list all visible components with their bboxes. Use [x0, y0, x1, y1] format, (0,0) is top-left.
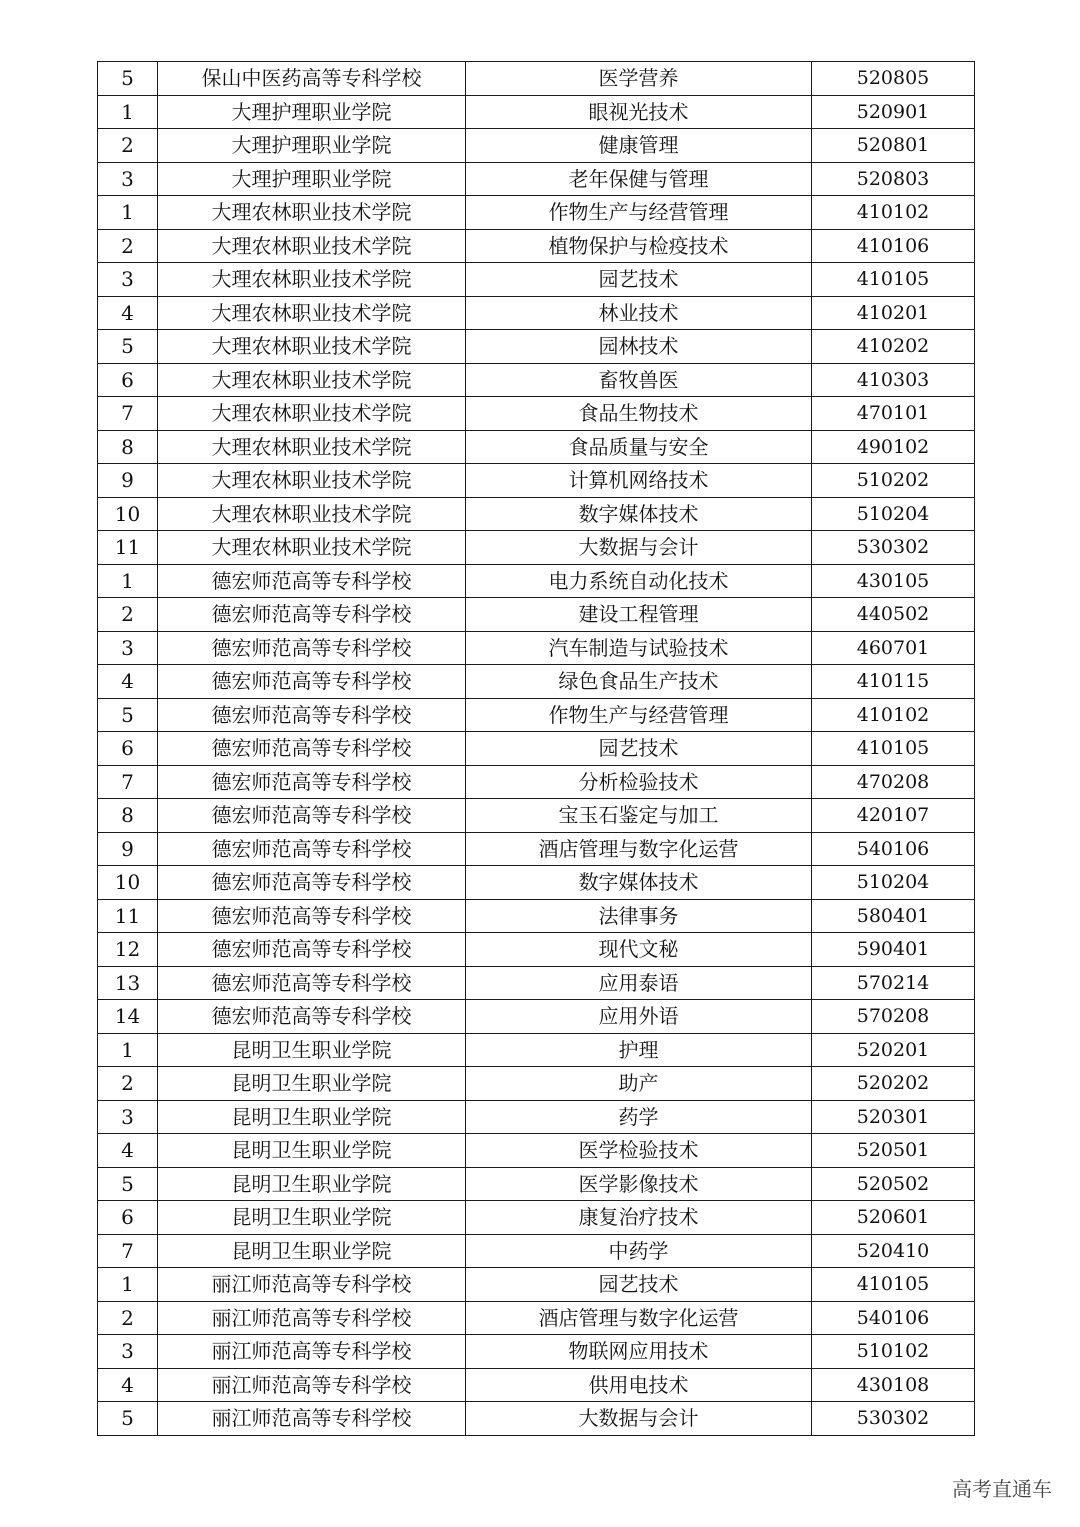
table-row: [98, 1167, 975, 1201]
major-name-cell: 食品质量与安全: [466, 430, 812, 464]
table-row: [98, 464, 975, 498]
row-index-cell: 1: [98, 95, 158, 129]
major-name-cell: 医学检验技术: [466, 1134, 812, 1168]
school-name-cell: 大理农林职业技术学院: [158, 531, 466, 565]
school-name-cell: 德宏师范高等专科学校: [158, 832, 466, 866]
major-code-cell: 410303: [812, 363, 975, 397]
major-code-cell: 420107: [812, 799, 975, 833]
row-index-cell: 1: [98, 1268, 158, 1302]
major-name-cell: 园艺技术: [466, 1268, 812, 1302]
row-index-cell: 4: [98, 296, 158, 330]
table-row: [98, 698, 975, 732]
row-index-cell: 9: [98, 464, 158, 498]
major-name-cell: 作物生产与经营管理: [466, 698, 812, 732]
school-name-cell: 大理护理职业学院: [158, 95, 466, 129]
major-name-cell: 分析检验技术: [466, 765, 812, 799]
school-name-cell: 昆明卫生职业学院: [158, 1134, 466, 1168]
row-index-cell: 2: [98, 598, 158, 632]
major-name-cell: 医学营养: [466, 62, 812, 96]
table-row: [98, 1335, 975, 1369]
major-code-cell: 520803: [812, 162, 975, 196]
row-index-cell: 3: [98, 162, 158, 196]
school-name-cell: 德宏师范高等专科学校: [158, 866, 466, 900]
table-row: [98, 263, 975, 297]
table-row: [98, 531, 975, 565]
table-row: [98, 62, 975, 96]
table-row: [98, 564, 975, 598]
major-code-cell: 460701: [812, 631, 975, 665]
major-code-cell: 580401: [812, 899, 975, 933]
major-name-cell: 数字媒体技术: [466, 866, 812, 900]
major-code-cell: 410105: [812, 732, 975, 766]
major-name-cell: 大数据与会计: [466, 1402, 812, 1436]
school-name-cell: 昆明卫生职业学院: [158, 1234, 466, 1268]
major-name-cell: 康复治疗技术: [466, 1201, 812, 1235]
row-index-cell: 5: [98, 330, 158, 364]
row-index-cell: 4: [98, 665, 158, 699]
major-name-cell: 园林技术: [466, 330, 812, 364]
school-name-cell: 大理农林职业技术学院: [158, 464, 466, 498]
table-row: [98, 1268, 975, 1302]
school-name-cell: 德宏师范高等专科学校: [158, 698, 466, 732]
major-name-cell: 畜牧兽医: [466, 363, 812, 397]
school-name-cell: 昆明卫生职业学院: [158, 1033, 466, 1067]
major-code-cell: 410105: [812, 1268, 975, 1302]
table-row: [98, 1134, 975, 1168]
table-row: [98, 162, 975, 196]
row-index-cell: 9: [98, 832, 158, 866]
major-name-cell: 数字媒体技术: [466, 497, 812, 531]
table-row: [98, 330, 975, 364]
major-code-cell: 410115: [812, 665, 975, 699]
major-code-cell: 410102: [812, 698, 975, 732]
table-row: [98, 296, 975, 330]
school-name-cell: 德宏师范高等专科学校: [158, 564, 466, 598]
major-code-cell: 570214: [812, 966, 975, 1000]
table-row: [98, 397, 975, 431]
table-row: [98, 933, 975, 967]
major-name-cell: 健康管理: [466, 129, 812, 163]
major-name-cell: 建设工程管理: [466, 598, 812, 632]
school-name-cell: 丽江师范高等专科学校: [158, 1301, 466, 1335]
school-name-cell: 德宏师范高等专科学校: [158, 732, 466, 766]
school-name-cell: 丽江师范高等专科学校: [158, 1335, 466, 1369]
school-name-cell: 德宏师范高等专科学校: [158, 665, 466, 699]
major-code-cell: 520301: [812, 1100, 975, 1134]
major-name-cell: 物联网应用技术: [466, 1335, 812, 1369]
major-name-cell: 中药学: [466, 1234, 812, 1268]
row-index-cell: 5: [98, 1402, 158, 1436]
school-name-cell: 昆明卫生职业学院: [158, 1067, 466, 1101]
school-name-cell: 大理农林职业技术学院: [158, 363, 466, 397]
row-index-cell: 2: [98, 129, 158, 163]
major-name-cell: 法律事务: [466, 899, 812, 933]
table-row: [98, 1000, 975, 1034]
major-code-cell: 520601: [812, 1201, 975, 1235]
table-row: [98, 363, 975, 397]
table-row: [98, 631, 975, 665]
table-row: [98, 899, 975, 933]
row-index-cell: 11: [98, 531, 158, 565]
program-table-body: [98, 62, 975, 1436]
school-name-cell: 德宏师范高等专科学校: [158, 631, 466, 665]
table-row: [98, 1100, 975, 1134]
table-row: [98, 229, 975, 263]
row-index-cell: 3: [98, 631, 158, 665]
row-index-cell: 11: [98, 899, 158, 933]
table-row: [98, 866, 975, 900]
school-name-cell: 丽江师范高等专科学校: [158, 1368, 466, 1402]
major-code-cell: 530302: [812, 531, 975, 565]
major-name-cell: 药学: [466, 1100, 812, 1134]
major-code-cell: 520410: [812, 1234, 975, 1268]
table-row: [98, 1033, 975, 1067]
table-row: [98, 799, 975, 833]
table-row: [98, 1402, 975, 1436]
major-name-cell: 供用电技术: [466, 1368, 812, 1402]
row-index-cell: 6: [98, 732, 158, 766]
major-name-cell: 现代文秘: [466, 933, 812, 967]
school-name-cell: 德宏师范高等专科学校: [158, 899, 466, 933]
row-index-cell: 8: [98, 799, 158, 833]
major-name-cell: 应用泰语: [466, 966, 812, 1000]
row-index-cell: 13: [98, 966, 158, 1000]
school-name-cell: 丽江师范高等专科学校: [158, 1268, 466, 1302]
major-code-cell: 510202: [812, 464, 975, 498]
school-name-cell: 德宏师范高等专科学校: [158, 966, 466, 1000]
school-name-cell: 德宏师范高等专科学校: [158, 933, 466, 967]
major-name-cell: 作物生产与经营管理: [466, 196, 812, 230]
major-code-cell: 520502: [812, 1167, 975, 1201]
school-name-cell: 德宏师范高等专科学校: [158, 598, 466, 632]
major-code-cell: 520901: [812, 95, 975, 129]
table-row: [98, 765, 975, 799]
major-name-cell: 林业技术: [466, 296, 812, 330]
school-name-cell: 丽江师范高等专科学校: [158, 1402, 466, 1436]
major-code-cell: 440502: [812, 598, 975, 632]
major-name-cell: 护理: [466, 1033, 812, 1067]
major-name-cell: 酒店管理与数字化运营: [466, 832, 812, 866]
row-index-cell: 5: [98, 1167, 158, 1201]
table-row: [98, 1301, 975, 1335]
school-name-cell: 昆明卫生职业学院: [158, 1201, 466, 1235]
major-name-cell: 眼视光技术: [466, 95, 812, 129]
major-code-cell: 540106: [812, 832, 975, 866]
school-name-cell: 昆明卫生职业学院: [158, 1100, 466, 1134]
major-code-cell: 430105: [812, 564, 975, 598]
row-index-cell: 7: [98, 1234, 158, 1268]
school-name-cell: 大理护理职业学院: [158, 129, 466, 163]
major-code-cell: 510204: [812, 497, 975, 531]
major-name-cell: 应用外语: [466, 1000, 812, 1034]
school-name-cell: 德宏师范高等专科学校: [158, 1000, 466, 1034]
school-name-cell: 保山中医药高等专科学校: [158, 62, 466, 96]
major-code-cell: 520805: [812, 62, 975, 96]
table-row: [98, 497, 975, 531]
school-name-cell: 德宏师范高等专科学校: [158, 799, 466, 833]
major-name-cell: 电力系统自动化技术: [466, 564, 812, 598]
table-row: [98, 966, 975, 1000]
row-index-cell: 5: [98, 62, 158, 96]
major-code-cell: 570208: [812, 1000, 975, 1034]
major-code-cell: 540106: [812, 1301, 975, 1335]
major-name-cell: 医学影像技术: [466, 1167, 812, 1201]
school-name-cell: 大理农林职业技术学院: [158, 497, 466, 531]
table-row: [98, 196, 975, 230]
row-index-cell: 2: [98, 1067, 158, 1101]
table-row: [98, 665, 975, 699]
major-name-cell: 助产: [466, 1067, 812, 1101]
row-index-cell: 3: [98, 1100, 158, 1134]
table-row: [98, 430, 975, 464]
watermark-text: 高考直通车: [952, 1477, 1052, 1501]
row-index-cell: 8: [98, 430, 158, 464]
row-index-cell: 1: [98, 1033, 158, 1067]
major-code-cell: 510204: [812, 866, 975, 900]
row-index-cell: 3: [98, 1335, 158, 1369]
major-name-cell: 园艺技术: [466, 263, 812, 297]
major-name-cell: 酒店管理与数字化运营: [466, 1301, 812, 1335]
table-row: [98, 598, 975, 632]
major-name-cell: 汽车制造与试验技术: [466, 631, 812, 665]
row-index-cell: 1: [98, 196, 158, 230]
school-name-cell: 大理农林职业技术学院: [158, 229, 466, 263]
major-code-cell: 410102: [812, 196, 975, 230]
major-name-cell: 宝玉石鉴定与加工: [466, 799, 812, 833]
major-code-cell: 520501: [812, 1134, 975, 1168]
school-name-cell: 大理农林职业技术学院: [158, 430, 466, 464]
major-code-cell: 410201: [812, 296, 975, 330]
row-index-cell: 6: [98, 363, 158, 397]
major-name-cell: 老年保健与管理: [466, 162, 812, 196]
table-row: [98, 1067, 975, 1101]
major-code-cell: 520202: [812, 1067, 975, 1101]
row-index-cell: 10: [98, 497, 158, 531]
major-code-cell: 470208: [812, 765, 975, 799]
table-row: [98, 1201, 975, 1235]
table-row: [98, 732, 975, 766]
major-code-cell: 430108: [812, 1368, 975, 1402]
table-row: [98, 832, 975, 866]
row-index-cell: 4: [98, 1368, 158, 1402]
row-index-cell: 4: [98, 1134, 158, 1168]
school-name-cell: 大理农林职业技术学院: [158, 196, 466, 230]
program-table: [97, 61, 975, 1436]
school-name-cell: 德宏师范高等专科学校: [158, 765, 466, 799]
row-index-cell: 10: [98, 866, 158, 900]
major-code-cell: 590401: [812, 933, 975, 967]
table-row: [98, 1368, 975, 1402]
major-code-cell: 490102: [812, 430, 975, 464]
major-name-cell: 食品生物技术: [466, 397, 812, 431]
table-row: [98, 1234, 975, 1268]
row-index-cell: 14: [98, 1000, 158, 1034]
row-index-cell: 6: [98, 1201, 158, 1235]
major-name-cell: 园艺技术: [466, 732, 812, 766]
major-name-cell: 计算机网络技术: [466, 464, 812, 498]
row-index-cell: 3: [98, 263, 158, 297]
major-name-cell: 大数据与会计: [466, 531, 812, 565]
major-name-cell: 植物保护与检疫技术: [466, 229, 812, 263]
school-name-cell: 大理农林职业技术学院: [158, 330, 466, 364]
major-code-cell: 410202: [812, 330, 975, 364]
major-code-cell: 510102: [812, 1335, 975, 1369]
major-name-cell: 绿色食品生产技术: [466, 665, 812, 699]
school-name-cell: 大理农林职业技术学院: [158, 263, 466, 297]
row-index-cell: 2: [98, 229, 158, 263]
row-index-cell: 12: [98, 933, 158, 967]
row-index-cell: 5: [98, 698, 158, 732]
school-name-cell: 大理农林职业技术学院: [158, 296, 466, 330]
school-name-cell: 大理农林职业技术学院: [158, 397, 466, 431]
row-index-cell: 1: [98, 564, 158, 598]
major-code-cell: 520801: [812, 129, 975, 163]
school-name-cell: 大理护理职业学院: [158, 162, 466, 196]
major-code-cell: 410105: [812, 263, 975, 297]
table-row: [98, 129, 975, 163]
row-index-cell: 7: [98, 765, 158, 799]
table-row: [98, 95, 975, 129]
major-code-cell: 520201: [812, 1033, 975, 1067]
major-code-cell: 410106: [812, 229, 975, 263]
school-name-cell: 昆明卫生职业学院: [158, 1167, 466, 1201]
row-index-cell: 7: [98, 397, 158, 431]
major-code-cell: 470101: [812, 397, 975, 431]
major-code-cell: 530302: [812, 1402, 975, 1436]
row-index-cell: 2: [98, 1301, 158, 1335]
